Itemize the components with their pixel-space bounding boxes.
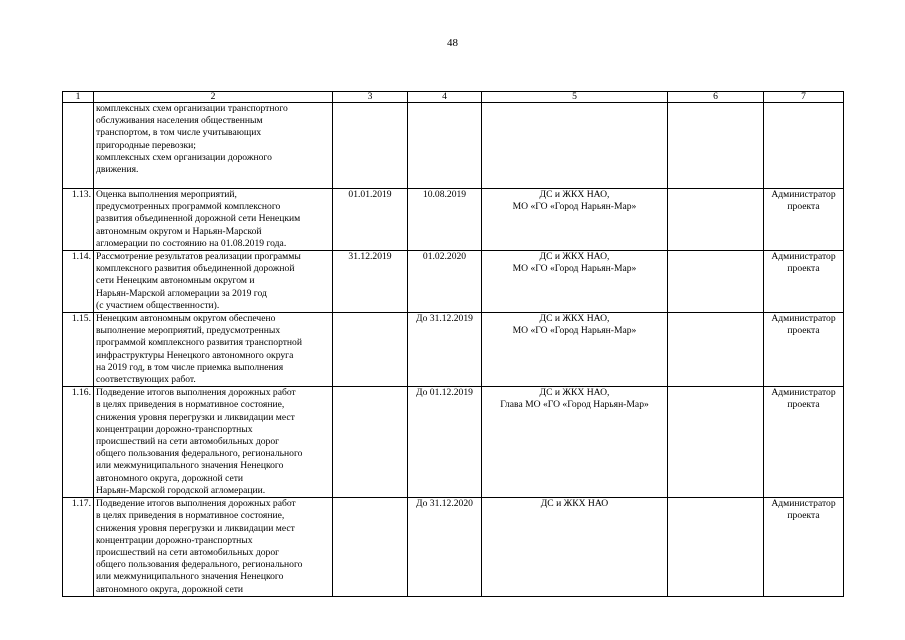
responsible-line: ДС и ЖКХ НАО xyxy=(540,498,609,510)
task-description-line: комплексных схем организации транспортного xyxy=(96,103,288,114)
plan-table xyxy=(62,91,844,597)
start-date-cell xyxy=(333,103,408,189)
role-line: проекта xyxy=(787,510,820,522)
task-description-line: происшествий на сети автомобильных дорог xyxy=(96,547,280,559)
column-6-cell xyxy=(668,387,764,498)
end-date-cell: 10.08.2019 xyxy=(408,189,482,251)
task-description-line: развития объединенной дорожной сети Ненецким xyxy=(96,213,301,225)
role-line: Администратор xyxy=(771,313,836,325)
task-description-line: на 2019 год, в том числе приемка выполнения xyxy=(96,361,284,373)
role-line: проекта xyxy=(787,263,820,275)
task-description-line: в целях приведения в нормативное состояние, xyxy=(96,399,285,411)
responsible-line: МО «ГО «Город Нарьян-Мар» xyxy=(512,201,637,213)
task-description-line: агломерации по состоянию на 01.08.2019 года. xyxy=(96,237,287,249)
end-date-cell: До 31.12.2020 xyxy=(408,498,482,597)
task-description-line: общего пользования федерального, регионального xyxy=(96,448,303,460)
task-description-line: предусмотренных программой комплексного xyxy=(96,201,281,213)
role-cell xyxy=(764,251,844,313)
task-description-line: движения. xyxy=(96,164,139,176)
table-row xyxy=(63,189,844,251)
role-line: проекта xyxy=(787,399,820,411)
start-date-cell xyxy=(333,313,408,387)
role-line: проекта xyxy=(787,325,820,337)
responsible-line: МО «ГО «Город Нарьян-Мар» xyxy=(512,263,637,275)
responsible-cell xyxy=(482,189,668,251)
role-cell xyxy=(764,498,844,597)
responsible-line: МО «ГО «Город Нарьян-Мар» xyxy=(512,325,637,337)
row-number-cell: 1.13. xyxy=(63,189,94,251)
page-number: 48 xyxy=(447,37,458,49)
task-description-line: происшествий на сети автомобильных дорог xyxy=(96,436,280,448)
task-description-line: Подведение итогов выполнения дорожных работ xyxy=(96,387,296,399)
column-6-cell xyxy=(668,189,764,251)
task-description-line: автономного округа, дорожной сети xyxy=(96,583,244,595)
task-description-line: обслуживания населения общественным xyxy=(96,115,263,127)
responsible-cell xyxy=(482,387,668,498)
responsible-cell xyxy=(482,498,668,597)
row-number-cell xyxy=(63,103,94,189)
task-description-cell xyxy=(94,387,333,498)
column-6-cell xyxy=(668,313,764,387)
task-description-line: или межмуниципального значения Ненецкого xyxy=(96,571,284,583)
role-line: Администратор xyxy=(771,387,836,399)
task-description-line: общего пользования федерального, регионального xyxy=(96,559,303,571)
role-cell xyxy=(764,103,844,189)
task-description-line: концентрации дорожно-транспортных xyxy=(96,423,253,435)
row-number-cell: 1.16. xyxy=(63,387,94,498)
task-description-line: концентрации дорожно-транспортных xyxy=(96,534,253,546)
responsible-line: ДС и ЖКХ НАО, xyxy=(539,251,610,263)
end-date-cell xyxy=(408,103,482,189)
task-description-cell xyxy=(94,103,333,189)
responsible-cell xyxy=(482,313,668,387)
task-description-line: или межмуниципального значения Ненецкого xyxy=(96,460,284,472)
column-6-cell xyxy=(668,251,764,313)
task-description-line: в целях приведения в нормативное состояние, xyxy=(96,510,285,522)
column-header: 2 xyxy=(94,92,333,103)
table-row xyxy=(63,498,844,597)
responsible-line: ДС и ЖКХ НАО, xyxy=(539,313,610,325)
task-description-line: выполнение мероприятий, предусмотренных xyxy=(96,325,281,337)
end-date-cell: 01.02.2020 xyxy=(408,251,482,313)
task-description-line: Ненецким автономным округом обеспечено xyxy=(96,313,276,325)
responsible-line: ДС и ЖКХ НАО, xyxy=(539,189,610,200)
role-cell xyxy=(764,313,844,387)
row-number-cell: 1.17. xyxy=(63,498,94,597)
task-description-line: Оценка выполнения мероприятий, xyxy=(96,189,237,200)
table-row-continuation xyxy=(63,103,844,189)
start-date-cell xyxy=(333,498,408,597)
end-date-cell: До 31.12.2019 xyxy=(408,313,482,387)
task-description-line: инфраструктуры Ненецкого автономного округа xyxy=(96,349,294,361)
role-line: Администратор xyxy=(771,498,836,510)
column-header: 1 xyxy=(63,92,94,103)
role-line: проекта xyxy=(787,201,820,213)
task-description-line: транспортом, в том числе учитывающих xyxy=(96,127,262,139)
table-row xyxy=(63,251,844,313)
table-header-row xyxy=(63,92,844,103)
task-description-line: (с участием общественности). xyxy=(96,299,220,311)
task-description-line: Нарьян-Марской агломерации за 2019 год xyxy=(96,287,267,299)
responsible-line: Глава МО «ГО «Город Нарьян-Мар» xyxy=(500,399,649,411)
column-6-cell xyxy=(668,498,764,597)
role-cell xyxy=(764,387,844,498)
task-description-line: снижения уровня перегрузки и ликвидации мест xyxy=(96,522,295,534)
task-description-line: сети Ненецким автономным округом и xyxy=(96,275,255,287)
task-description-line: снижения уровня перегрузки и ликвидации мест xyxy=(96,411,295,423)
responsible-line: ДС и ЖКХ НАО, xyxy=(539,387,610,399)
column-6-cell xyxy=(668,103,764,189)
task-description-line: соответствующих работ. xyxy=(96,374,196,386)
task-description-cell xyxy=(94,498,333,597)
row-number-cell: 1.15. xyxy=(63,313,94,387)
column-header: 3 xyxy=(333,92,408,103)
role-cell xyxy=(764,189,844,251)
responsible-cell xyxy=(482,251,668,313)
role-line: Администратор xyxy=(771,189,836,200)
table-row xyxy=(63,313,844,387)
start-date-cell xyxy=(333,387,408,498)
task-description-line: Подведение итогов выполнения дорожных работ xyxy=(96,498,296,510)
role-line: Администратор xyxy=(771,251,836,263)
start-date-cell: 01.01.2019 xyxy=(333,189,408,251)
responsible-cell xyxy=(482,103,668,189)
table-row xyxy=(63,387,844,498)
task-description-line: пригородные перевозки; xyxy=(96,139,196,151)
task-description-line: автономного округа, дорожной сети xyxy=(96,472,244,484)
column-header: 4 xyxy=(408,92,482,103)
task-description-line: Нарьян-Марской городской агломерации. xyxy=(96,484,266,496)
task-description-cell xyxy=(94,251,333,313)
row-number-cell: 1.14. xyxy=(63,251,94,313)
column-header: 5 xyxy=(482,92,668,103)
task-description-line: программой комплексного развития транспортной xyxy=(96,337,302,349)
column-header: 7 xyxy=(764,92,844,103)
task-description-line: автономным округом и Нарьян-Марской xyxy=(96,225,262,237)
task-description-line: Рассмотрение результатов реализации программы xyxy=(96,251,301,263)
end-date-cell: До 01.12.2019 xyxy=(408,387,482,498)
start-date-cell: 31.12.2019 xyxy=(333,251,408,313)
column-header: 6 xyxy=(668,92,764,103)
task-description-cell xyxy=(94,313,333,387)
task-description-cell xyxy=(94,189,333,251)
task-description-line: комплексных схем организации дорожного xyxy=(96,151,272,163)
task-description-line: комплексного развития объединенной дорожной xyxy=(96,263,295,275)
